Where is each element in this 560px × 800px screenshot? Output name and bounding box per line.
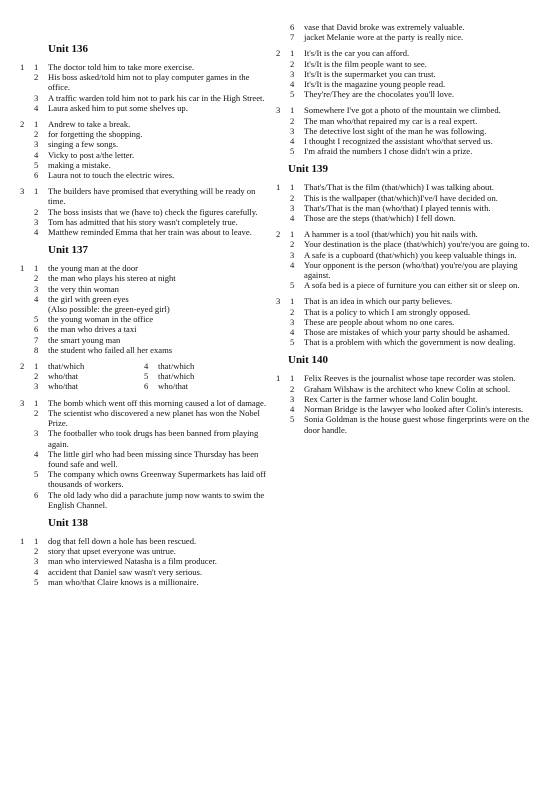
item-text: A hammer is a tool (that/which) you hit nails with. (304, 229, 478, 240)
answer-item (20, 314, 268, 324)
item-text: Matthew reminded Emma that her train was about to leave. (48, 227, 252, 238)
item-number: 1 (290, 373, 295, 384)
item-number: 5 (290, 280, 295, 291)
answer-item (276, 384, 536, 394)
item-number: 3 (290, 393, 295, 404)
item-number: 5 (34, 576, 39, 587)
grid-cell (34, 361, 144, 371)
item-text: who/that (48, 381, 79, 392)
item-number: 2 (34, 206, 39, 217)
item-text: That's/That is the man (who/that) I played tennis with. (304, 202, 491, 213)
exercise (276, 373, 536, 434)
answer-item (276, 213, 536, 223)
exercise-number: 1 (276, 373, 281, 384)
answer-item (20, 217, 268, 227)
answer-item (276, 79, 536, 89)
item-number: 1 (290, 48, 295, 59)
answer-item (276, 193, 536, 203)
item-text: The boss insists that we (have to) check the figures carefully. (48, 206, 258, 217)
exercise-number: 2 (20, 119, 25, 130)
answer-item (276, 394, 536, 404)
item-text: (Also possible: the green-eyed girl) (48, 304, 170, 315)
item-text: The company which owns Greenway Supermarkets has laid off thousands of workers. (48, 469, 266, 490)
answer-item (20, 103, 268, 113)
answer-item (20, 398, 268, 408)
item-text: singing a few songs. (48, 139, 119, 150)
answer-item (276, 250, 536, 260)
item-text: vase that David broke was extremely valuable. (304, 22, 465, 32)
item-number: 4 (34, 227, 39, 238)
item-text: It's/It is the supermarket you can trust. (304, 68, 436, 79)
answer-item (20, 345, 268, 355)
item-text: for forgetting the shopping. (48, 129, 143, 140)
answer-item (276, 260, 536, 280)
exercise-number: 3 (276, 105, 281, 116)
item-number: 4 (34, 293, 39, 304)
right-column (276, 22, 536, 441)
item-text: Your destination is the place (that/which) you're/you are going to. (304, 239, 530, 250)
item-text: the smart young man (48, 334, 121, 345)
exercise (276, 48, 536, 99)
answer-item (20, 62, 268, 72)
answer-item (276, 296, 536, 306)
item-text: Felix Reeves is the journalist whose tape recorder was stolen. (304, 373, 516, 384)
exercise-number: 1 (20, 263, 25, 274)
answer-item (20, 207, 268, 217)
unit-title: Unit 136 (48, 43, 89, 55)
answer-item (20, 567, 268, 577)
answer-item (276, 105, 536, 115)
item-number: 5 (290, 337, 295, 348)
item-number: 1 (34, 535, 39, 546)
exercise-number: 2 (276, 229, 281, 240)
item-number: 1 (34, 397, 39, 408)
answer-item (276, 59, 536, 69)
item-number: 2 (290, 115, 295, 126)
item-text: dog that fell down a hole has been rescued. (48, 535, 197, 546)
item-number: 3 (34, 283, 39, 294)
item-text: that/which (158, 371, 195, 382)
item-text: who/that (48, 371, 79, 382)
item-text: that/which (158, 361, 195, 372)
item-number: 5 (290, 414, 295, 425)
item-text: The little girl who had been missing since Thursday has been found safe and well. (48, 448, 259, 469)
item-text: Somewhere I've got a photo of the mountain we climbed. (304, 105, 501, 116)
item-text: the young man at the door (48, 263, 138, 274)
answer-item (20, 186, 268, 206)
item-text: I thought I recognized the assistant who/that served us. (304, 136, 493, 147)
grid-cell (144, 381, 254, 391)
item-text: man who/that Claire knows is a millionaire. (48, 576, 199, 587)
item-number: 2 (34, 407, 39, 418)
item-number: 2 (290, 239, 295, 250)
item-number: 4 (290, 136, 295, 147)
item-number: 4 (290, 259, 295, 270)
answer-item (276, 89, 536, 99)
answer-item (276, 327, 536, 337)
item-text: This is the wallpaper (that/which)I've/I have decided on. (304, 192, 498, 203)
item-text: Your opponent is the person (who/that) you're/you are playing against. (304, 259, 518, 281)
answer-item (20, 304, 268, 314)
answer-item (276, 32, 536, 42)
item-number: 4 (34, 448, 39, 459)
item-number: 4 (290, 327, 295, 338)
answer-item (20, 119, 268, 129)
item-number: 5 (34, 314, 39, 325)
item-text: that/which (48, 361, 85, 372)
item-number: 3 (290, 125, 295, 136)
item-number: 5 (290, 89, 295, 100)
item-number: 4 (34, 102, 39, 113)
answer-item (276, 146, 536, 156)
item-number: 2 (290, 306, 295, 317)
answer-item (276, 69, 536, 79)
exercise (20, 398, 268, 510)
item-text: Rex Carter is the farmer whose land Colin bought. (304, 393, 478, 404)
answer-item (20, 294, 268, 304)
item-text: Those are the steps (that/which) I fell down. (304, 213, 456, 224)
item-number: 6 (34, 324, 39, 335)
answer-item (20, 263, 268, 273)
item-number: 3 (290, 202, 295, 213)
item-text: the girl with green eyes (48, 293, 129, 304)
answer-item (276, 229, 536, 239)
item-number: 1 (290, 296, 295, 307)
item-number: 3 (34, 92, 39, 103)
answer-item (276, 203, 536, 213)
exercise-number (20, 381, 34, 391)
item-text: the man who drives a taxi (48, 324, 137, 335)
item-number: 1 (34, 62, 39, 72)
answer-grid (20, 361, 268, 392)
exercise-number: 1 (276, 182, 281, 193)
item-text: Laura not to touch the electric wires. (48, 170, 175, 181)
answer-item (20, 72, 268, 92)
exercise (276, 296, 536, 347)
item-text: accident that Daniel saw wasn't very serious. (48, 566, 203, 577)
item-number: 2 (34, 273, 39, 284)
item-text: the man who plays his stereo at night (48, 273, 176, 284)
item-number: 1 (34, 186, 39, 197)
item-number: 3 (34, 381, 39, 392)
item-number: 3 (34, 428, 39, 439)
item-number: 5 (144, 371, 149, 382)
answer-item (20, 284, 268, 294)
exercise-number: 3 (20, 186, 25, 197)
item-number: 4 (34, 566, 39, 577)
item-number: 4 (144, 361, 149, 372)
unit-title: Unit 140 (288, 354, 329, 367)
item-number: 3 (34, 139, 39, 150)
item-number: 2 (34, 371, 39, 382)
answer-item (276, 116, 536, 126)
exercise (20, 186, 268, 237)
item-text: His boss asked/told him not to play computer games in the office. (48, 72, 250, 93)
item-text: The bomb which went off this morning caused a lot of damage. (48, 397, 266, 408)
item-number: 3 (34, 556, 39, 567)
item-number: 8 (34, 344, 39, 355)
exercise (276, 105, 536, 156)
item-number: 1 (290, 182, 295, 193)
item-text: The builders have promised that everything will be ready on time. (48, 186, 256, 207)
item-number: 5 (34, 469, 39, 480)
answer-item (276, 317, 536, 327)
item-text: Graham Wilshaw is the architect who knew Colin at school. (304, 383, 511, 394)
item-text: The old lady who did a parachute jump now wants to swim the English Channel. (48, 489, 265, 510)
item-number: 4 (290, 404, 295, 415)
grid-cell (144, 371, 254, 381)
item-number: 2 (290, 58, 295, 69)
answer-item (20, 150, 268, 160)
answer-item (20, 546, 268, 556)
grid-cell (144, 361, 254, 371)
item-text: the young woman in the office (48, 314, 154, 325)
item-text: making a mistake. (48, 159, 111, 170)
exercise (20, 536, 268, 587)
answer-item (20, 170, 268, 180)
answer-item (20, 129, 268, 139)
exercise (20, 119, 268, 180)
answer-item (276, 280, 536, 290)
answer-item (276, 404, 536, 414)
answer-item (20, 93, 268, 103)
item-number: 3 (290, 68, 295, 79)
answer-item (276, 48, 536, 58)
answer-item (20, 490, 268, 510)
item-text: man who interviewed Natasha is a film producer. (48, 556, 217, 567)
grid-cell (34, 371, 144, 381)
exercise (20, 62, 268, 113)
left-column (20, 36, 268, 593)
item-number: 1 (290, 229, 295, 240)
answer-item (276, 373, 536, 383)
item-number: 5 (290, 146, 295, 157)
exercise-number (20, 371, 34, 381)
answer-item (20, 536, 268, 546)
item-text: Andrew to take a break. (48, 119, 131, 130)
exercise-number: 3 (20, 397, 25, 408)
item-text: Tom has admitted that his story wasn't completely true. (48, 216, 238, 227)
item-text: Those are mistakes of which your party should be ashamed. (304, 327, 510, 338)
answer-item (276, 307, 536, 317)
item-text: It's/It is the film people want to see. (304, 58, 427, 69)
item-text: The doctor told him to take more exercise. (48, 62, 195, 72)
answer-item (276, 136, 536, 146)
exercise-number: 2 (276, 48, 281, 59)
item-number: 6 (34, 489, 39, 500)
grid-row (20, 371, 268, 381)
item-text: That is a problem with which the government is now dealing. (304, 337, 516, 348)
item-text: A traffic warden told him not to park his car in the High Street. (48, 92, 265, 103)
answer-item (20, 273, 268, 283)
unit-title: Unit 138 (48, 516, 89, 529)
item-text: A sofa bed is a piece of furniture you can either sit or sleep on. (304, 280, 520, 291)
item-number: 6 (144, 381, 149, 392)
item-text: They're/They are the chocolates you'll love. (304, 89, 455, 100)
answer-item (276, 414, 536, 434)
item-number: 4 (34, 149, 39, 160)
item-number: 2 (290, 383, 295, 394)
item-number: 6 (290, 22, 295, 32)
answer-item (20, 139, 268, 149)
exercise (276, 182, 536, 223)
unit-title: Unit 139 (288, 163, 329, 176)
item-text: The man who/that repaired my car is a real expert. (304, 115, 478, 126)
item-text: Sonia Goldman is the house guest whose fingerprints were on the door handle. (304, 414, 530, 435)
item-text: That's/That is the film (that/which) I was talking about. (304, 182, 494, 193)
answer-item (20, 428, 268, 448)
answer-item (20, 324, 268, 334)
item-text: It's/It is the magazine young people read. (304, 79, 446, 90)
item-number: 4 (290, 79, 295, 90)
answer-item (20, 408, 268, 428)
item-number: 7 (34, 334, 39, 345)
grid-row (20, 361, 268, 371)
exercise-number: 2 (20, 361, 25, 372)
item-number: 2 (34, 546, 39, 557)
item-text: Laura asked him to put some shelves up. (48, 102, 188, 113)
item-number: 7 (290, 32, 295, 43)
item-text: who/that (158, 381, 189, 392)
item-text: the student who failed all her exams (48, 344, 173, 355)
answer-item (276, 239, 536, 249)
answer-item (20, 449, 268, 469)
grid-row (20, 381, 268, 391)
item-number: 4 (290, 213, 295, 224)
item-text: the very thin woman (48, 283, 119, 294)
item-number: 3 (290, 316, 295, 327)
item-text: These are people about whom no one cares. (304, 316, 455, 327)
answer-item (276, 22, 536, 32)
answer-item (20, 577, 268, 587)
item-number: 2 (290, 192, 295, 203)
item-text: It's/It is the car you can afford. (304, 48, 410, 59)
answer-item (276, 337, 536, 347)
item-text: story that upset everyone was untrue. (48, 546, 176, 557)
item-number: 1 (34, 361, 39, 372)
item-text: Vicky to post a/the letter. (48, 149, 135, 160)
item-text: jacket Melanie wore at the party is really nice. (304, 32, 464, 43)
item-number: 6 (34, 170, 39, 181)
item-number: 3 (34, 216, 39, 227)
item-text: Norman Bridge is the lawyer who looked after Colin's interests. (304, 404, 524, 415)
item-number: 5 (34, 159, 39, 170)
item-number: 2 (34, 72, 39, 83)
unit-title: Unit 137 (48, 244, 89, 257)
item-text: That is a policy to which I am strongly opposed. (304, 306, 471, 317)
item-number: 1 (34, 119, 39, 130)
grid-cell (34, 381, 144, 391)
item-text: The scientist who discovered a new planet has won the Nobel Prize. (48, 407, 260, 429)
answer-item (276, 126, 536, 136)
exercise-number: 1 (20, 535, 25, 546)
item-number: 2 (34, 129, 39, 140)
item-number: 1 (290, 105, 295, 116)
answer-item (20, 469, 268, 489)
item-text: The detective lost sight of the man he was following. (304, 125, 487, 136)
item-number: 3 (290, 249, 295, 260)
answer-item (20, 335, 268, 345)
exercise (276, 229, 536, 290)
exercise (276, 22, 536, 42)
exercise-number: 3 (276, 296, 281, 307)
item-text: A safe is a cupboard (that/which) you keep valuable things in. (304, 249, 517, 260)
exercise (20, 263, 268, 355)
item-text: I'm afraid the numbers I chose didn't win a prize. (304, 146, 473, 157)
item-text: The footballer who took drugs has been banned from playing again. (48, 428, 259, 449)
item-text: That is an idea in which our party believes. (304, 296, 453, 307)
answer-item (20, 227, 268, 237)
item-number: 1 (34, 263, 39, 274)
answer-item (276, 182, 536, 192)
answer-item (20, 556, 268, 566)
exercise-number: 1 (20, 62, 25, 72)
answer-item (20, 160, 268, 170)
